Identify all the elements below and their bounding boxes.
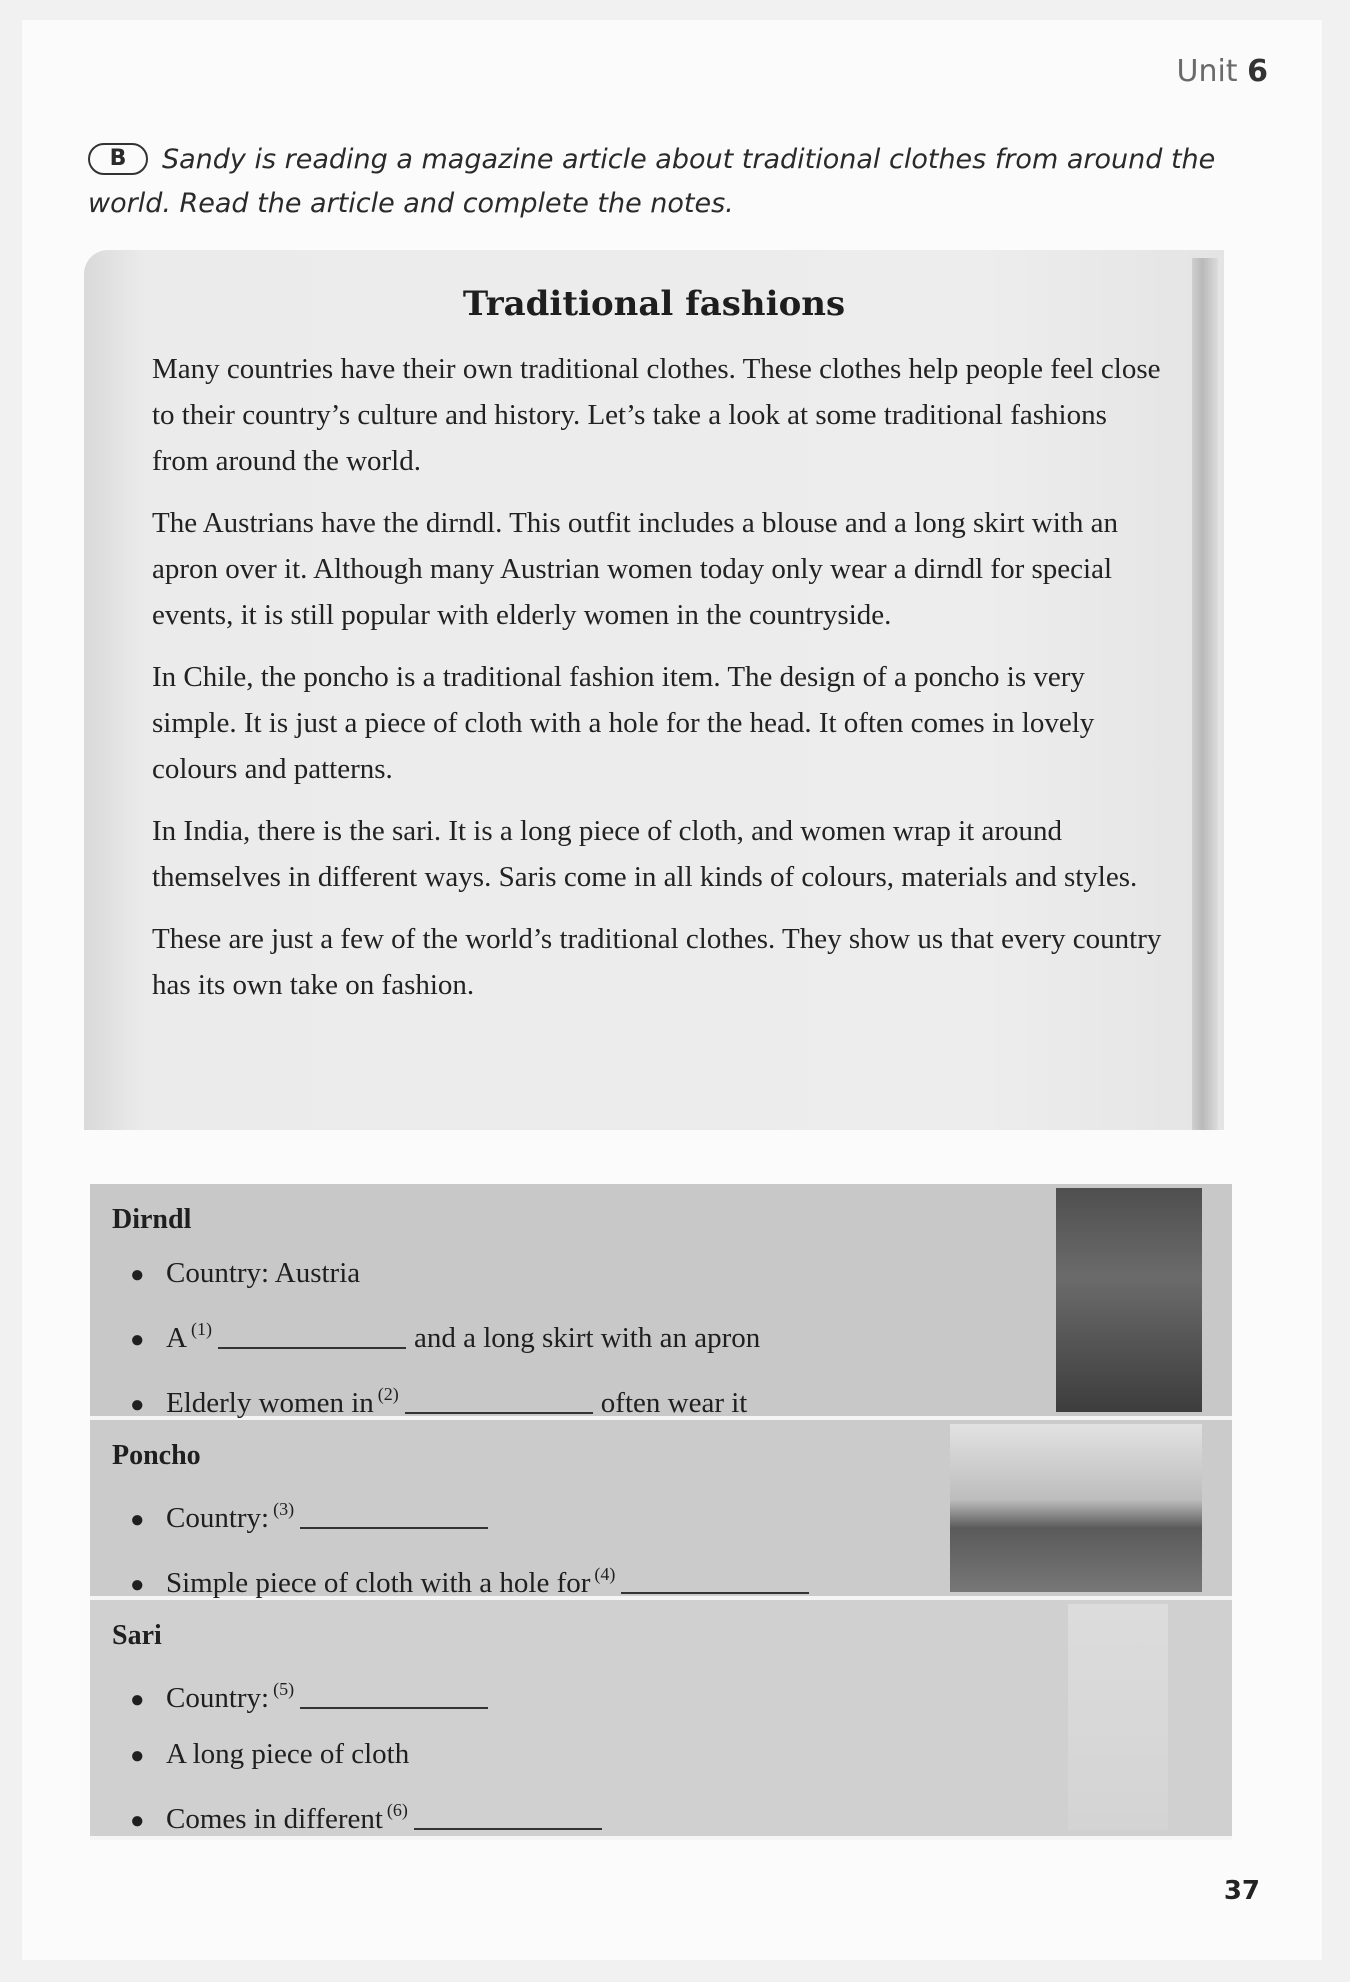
article-paragraph: In Chile, the poncho is a traditional fashion item. The design of a poncho is very simple. It is just a piece of cloth with a hole for the head. It often comes in lovely colours and patterns. <box>152 661 1095 785</box>
note-text: Elderly women in <box>166 1387 374 1419</box>
gap-number-1: (1) <box>190 1319 212 1339</box>
bullet-icon: ● <box>130 1808 145 1834</box>
gap-number-4: (4) <box>594 1564 616 1584</box>
task-instruction <box>88 138 1218 226</box>
answer-blank-6[interactable] <box>414 1806 602 1830</box>
answer-blank-1[interactable] <box>218 1325 406 1349</box>
article-title: Traditional fashions <box>462 284 846 324</box>
bullet-icon: ● <box>130 1262 145 1288</box>
magazine-spine <box>1192 258 1218 1130</box>
notes-sari-item-3 <box>112 1783 1232 1848</box>
gap-number-6: (6) <box>386 1800 408 1820</box>
note-text: A <box>166 1322 187 1354</box>
answer-blank-4[interactable] <box>621 1570 809 1594</box>
sari-photo <box>1068 1604 1168 1830</box>
article-body <box>152 346 1162 1024</box>
note-text: Comes in different <box>166 1803 383 1835</box>
notes-dirndl-title: Dirndl <box>112 1204 192 1235</box>
notes-section <box>90 1184 1232 1840</box>
bullet-icon: ● <box>130 1687 145 1713</box>
notes-poncho <box>90 1420 1232 1600</box>
notes-sari-item-1 <box>112 1662 1232 1727</box>
bullet-icon: ● <box>130 1507 145 1533</box>
gap-number-2: (2) <box>377 1384 399 1404</box>
note-text: Country: <box>166 1502 270 1534</box>
bullet-icon: ● <box>130 1392 145 1418</box>
note-text: and a long skirt with an apron <box>413 1322 761 1354</box>
notes-poncho-title: Poncho <box>112 1440 201 1471</box>
gap-number-5: (5) <box>273 1679 295 1699</box>
unit-word: Unit <box>1176 54 1238 89</box>
answer-blank-5[interactable] <box>300 1685 488 1709</box>
article-paragraph: These are just a few of the world’s traditional clothes. They show us that every country has its own take on fashion. <box>152 923 1162 1001</box>
note-text: Country: Austria <box>166 1257 361 1289</box>
notes-sari <box>90 1600 1232 1840</box>
answer-blank-2[interactable] <box>405 1390 593 1414</box>
notes-sari-item-2 <box>112 1727 1232 1783</box>
article-paragraph: In India, there is the sari. It is a long piece of cloth, and women wrap it around themselves in different ways. Saris come in all kinds of colours, materials and styles. <box>152 815 1138 893</box>
bullet-icon: ● <box>130 1327 145 1353</box>
note-text: Country: <box>166 1682 270 1714</box>
dirndl-photo <box>1056 1188 1202 1412</box>
task-badge: B <box>88 143 148 175</box>
poncho-photo <box>950 1424 1202 1592</box>
note-text: A long piece of cloth <box>166 1738 410 1770</box>
note-text: Simple piece of cloth with a hole for <box>166 1567 591 1599</box>
gap-number-3: (3) <box>273 1499 295 1519</box>
notes-sari-title: Sari <box>112 1620 162 1651</box>
bullet-icon: ● <box>130 1743 145 1769</box>
note-text: often wear it <box>600 1387 748 1419</box>
unit-number: 6 <box>1247 54 1268 89</box>
page-number: 37 <box>1223 1876 1260 1906</box>
article-paragraph: Many countries have their own traditional clothes. These clothes help people feel close to their country’s culture and history. Let’s take a look at some traditional fashions from around the world. <box>152 353 1161 477</box>
instruction-text: Sandy is reading a magazine article about traditional clothes from around the world. Read the article and complete the notes. <box>88 144 1216 219</box>
answer-blank-3[interactable] <box>300 1505 488 1529</box>
unit-label <box>1177 54 1269 89</box>
bullet-icon: ● <box>130 1572 145 1598</box>
article-paragraph: The Austrians have the dirndl. This outfit includes a blouse and a long skirt with an apron over it. Although many Austrian women today only wear a dirndl for special events, it is still popular with elderly women in the countryside. <box>152 507 1118 631</box>
notes-dirndl <box>90 1184 1232 1420</box>
